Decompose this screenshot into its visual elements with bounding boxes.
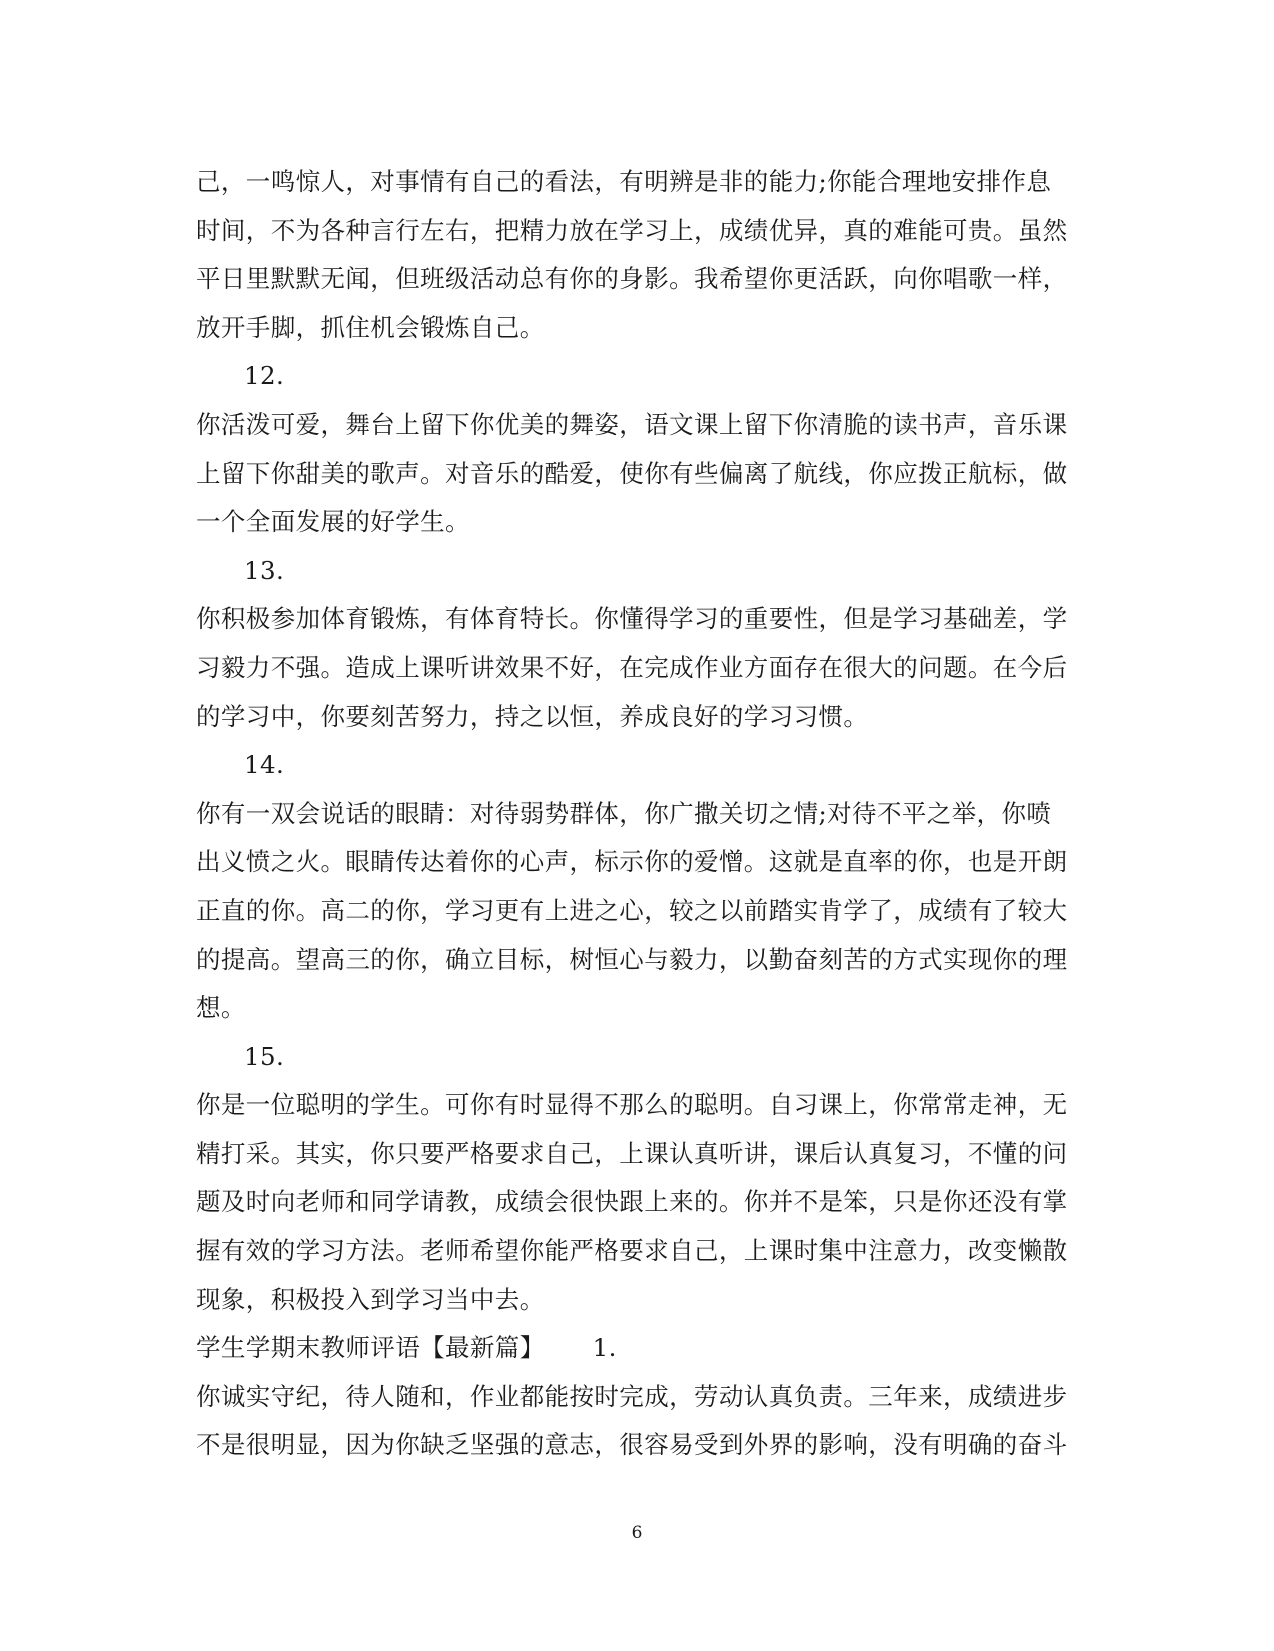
item-number-14: 14. (244, 750, 285, 780)
paragraph-line: 正直的你。高二的你，学习更有上进之心，较之以前踏实肯学了，成绩有了较大 (196, 895, 1068, 925)
paragraph-line: 精打采。其实，你只要严格要求自己，上课认真听讲，课后认真复习，不懂的问 (196, 1138, 1068, 1168)
section-heading: 学生学期末教师评语【最新篇】 (196, 1333, 545, 1363)
paragraph-line: 你是一位聪明的学生。可你有时显得不那么的聪明。自习课上，你常常走神，无 (196, 1090, 1068, 1120)
page-body (196, 158, 1076, 1470)
paragraph-line: 不是很明显，因为你缺乏坚强的意志，很容易受到外界的影响，没有明确的奋斗 (196, 1430, 1068, 1460)
item-number-12: 12. (244, 361, 285, 391)
paragraph-line: 的提高。望高三的你，确立目标，树恒心与毅力，以勤奋刻苦的方式实现你的理 (196, 944, 1068, 974)
paragraph-line: 上留下你甜美的歌声。对音乐的酷爱，使你有些偏离了航线，你应拨正航标，做 (196, 458, 1068, 488)
paragraph-line: 习毅力不强。造成上课听讲效果不好，在完成作业方面存在很大的问题。在今后 (196, 652, 1068, 682)
paragraph-line: 你积极参加体育锻炼，有体育特长。你懂得学习的重要性，但是学习基础差，学 (196, 604, 1068, 634)
page-number: 6 (631, 1523, 643, 1543)
paragraph-line: 你有一双会说话的眼睛：对待弱势群体，你广撒关切之情;对待不平之举，你喷 (196, 798, 1052, 828)
paragraph-line: 一个全面发展的好学生。 (196, 507, 470, 537)
paragraph-line: 现象，积极投入到学习当中去。 (196, 1284, 545, 1314)
paragraph-line: 想。 (196, 993, 246, 1023)
paragraph-line: 你活泼可爱，舞台上留下你优美的舞姿，语文课上留下你清脆的读书声，音乐课 (196, 409, 1068, 439)
paragraph-line: 你诚实守纪，待人随和，作业都能按时完成，劳动认真负责。三年来，成绩进步 (196, 1381, 1068, 1411)
item-number-15: 15. (244, 1041, 285, 1071)
paragraph-line: 平日里默默无闻，但班级活动总有你的身影。我希望你更活跃，向你唱歌一样， (196, 264, 1068, 294)
item-number-1: 1. (592, 1333, 617, 1363)
paragraph-line: 题及时向老师和同学请教，成绩会很快跟上来的。你并不是笨，只是你还没有掌 (196, 1187, 1068, 1217)
paragraph-line: 的学习中，你要刻苦努力，持之以恒，养成良好的学习习惯。 (196, 701, 869, 731)
item-number-13: 13. (244, 555, 285, 585)
paragraph-line: 放开手脚，抓住机会锻炼自己。 (196, 312, 545, 342)
paragraph-line: 己，一鸣惊人，对事情有自己的看法，有明辨是非的能力;你能合理地安排作息 (196, 167, 1052, 196)
paragraph-line: 握有效的学习方法。老师希望你能严格要求自己，上课时集中注意力，改变懒散 (196, 1236, 1068, 1266)
section-heading-row (196, 1324, 1076, 1373)
paragraph-line: 出义愤之火。眼睛传达着你的心声，标示你的爱憎。这就是直率的你，也是开朗 (196, 847, 1068, 877)
paragraph-line: 时间，不为各种言行左右，把精力放在学习上，成绩优异，真的难能可贵。虽然 (196, 215, 1068, 245)
